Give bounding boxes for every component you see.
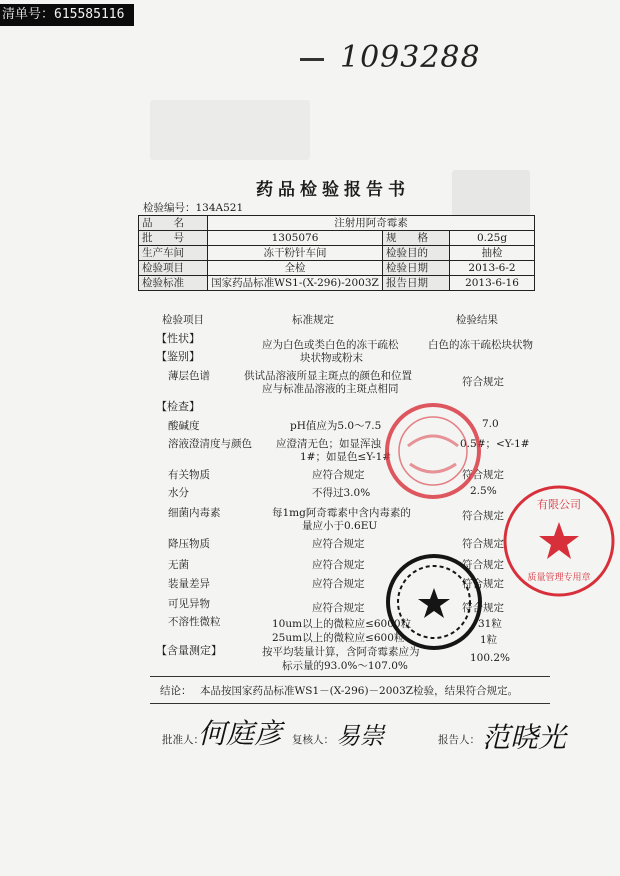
inspection-number: 检验编号：134A521 bbox=[143, 202, 244, 214]
workshop-label: 生产车间 bbox=[139, 246, 208, 261]
assay-result: 100.2% bbox=[470, 652, 511, 664]
product-label: 品 名 bbox=[139, 216, 208, 231]
handwritten-number: 1093288 bbox=[340, 40, 481, 75]
table-row bbox=[139, 261, 535, 276]
depressor-result: 符合规定 bbox=[462, 538, 504, 550]
depressor-std: 应符合规定 bbox=[312, 538, 365, 550]
tlc-result: 符合规定 bbox=[462, 376, 504, 388]
company-seal-sub: 质量管理专用章 bbox=[527, 573, 591, 583]
item-label: 检验项目 bbox=[139, 261, 208, 276]
visible-label: 可见异物 bbox=[168, 598, 210, 610]
workshop-value: 冻干粉针车间 bbox=[208, 246, 383, 261]
clarity-std-1: 应澄清无色；如显浑浊 bbox=[276, 438, 381, 450]
related-label: 有关物质 bbox=[168, 469, 210, 481]
col-result-head: 检验结果 bbox=[456, 314, 498, 326]
visible-std: 应符合规定 bbox=[312, 602, 365, 614]
insoluble-std-2: 25um以上的微粒应≤600粒 bbox=[272, 632, 405, 644]
reporter-label: 报告人： bbox=[438, 734, 480, 746]
insoluble-result-1: 31粒 bbox=[478, 618, 502, 630]
batch-label: 批 号 bbox=[139, 231, 208, 246]
company-seal-text: 有限公司 bbox=[537, 498, 581, 511]
purpose-value: 抽检 bbox=[450, 246, 535, 261]
water-result: 2.5% bbox=[470, 485, 497, 497]
sterility-std: 应符合规定 bbox=[312, 559, 365, 571]
related-result: 符合规定 bbox=[462, 469, 504, 481]
section-character: 【性状】 bbox=[156, 332, 200, 345]
table-row bbox=[139, 276, 535, 291]
serial-number-bar: 清单号：615585116 bbox=[0, 4, 134, 26]
spec-label: 规 格 bbox=[383, 231, 450, 246]
section-identification: 【鉴别】 bbox=[156, 350, 200, 363]
endotoxin-std-2: 量应小于0.6EU bbox=[302, 520, 378, 532]
approver-label: 批准人： bbox=[162, 734, 204, 746]
faint-stamp-mark bbox=[452, 170, 530, 216]
test-date-value: 2013-6-2 bbox=[450, 261, 535, 276]
approver-signature: 何庭彦 bbox=[198, 717, 283, 750]
assay-std-2: 标示量的93.0%～107.0% bbox=[282, 660, 408, 672]
fill-std: 应符合规定 bbox=[312, 578, 365, 590]
fill-result: 符合规定 bbox=[462, 578, 504, 590]
insoluble-label: 不溶性微粒 bbox=[168, 616, 221, 628]
reviewer-signature: 易崇 bbox=[336, 722, 384, 750]
reviewer-label: 复核人： bbox=[292, 734, 334, 746]
tlc-std-2: 应与标准品溶液的主斑点相同 bbox=[262, 383, 399, 395]
table-row bbox=[139, 246, 535, 261]
report-date-value: 2013-6-16 bbox=[450, 276, 535, 291]
item-value: 全检 bbox=[208, 261, 383, 276]
standard-value: 国家药品标准WS1-(X-296)-2003Z bbox=[208, 276, 383, 291]
acidity-result: 7.0 bbox=[482, 418, 499, 430]
water-label: 水分 bbox=[168, 487, 189, 499]
fill-label: 装量差异 bbox=[168, 578, 210, 590]
red-inspection-stamp-icon bbox=[378, 396, 488, 506]
sterility-result: 符合规定 bbox=[462, 559, 504, 571]
character-std-1: 应为白色或类白色的冻干疏松 bbox=[262, 339, 399, 351]
company-seal-icon bbox=[500, 482, 618, 600]
endotoxin-std-1: 每1mg阿奇霉素中含内毒素的 bbox=[272, 507, 411, 519]
col-item-head: 检验项目 bbox=[162, 314, 204, 326]
divider bbox=[150, 703, 550, 704]
character-result: 白色的冻干疏松块状物 bbox=[428, 339, 533, 351]
table-row bbox=[139, 231, 535, 246]
black-inspection-stamp-icon bbox=[384, 552, 484, 652]
clarity-result: 0.5#；<Y-1# bbox=[460, 438, 530, 450]
header-table bbox=[138, 215, 535, 291]
handwritten-dash bbox=[300, 58, 324, 61]
endotoxin-result: 符合规定 bbox=[462, 510, 504, 522]
test-date-label: 检验日期 bbox=[383, 261, 450, 276]
endotoxin-label: 细菌内毒素 bbox=[168, 507, 221, 519]
tlc-label: 薄层色谱 bbox=[168, 370, 210, 382]
reporter-signature: 范晓光 bbox=[482, 721, 567, 754]
product-value: 注射用阿奇霉素 bbox=[208, 216, 535, 231]
acidity-label: 酸碱度 bbox=[168, 420, 200, 432]
conclusion-label: 结论： bbox=[160, 685, 192, 697]
visible-result: 符合规定 bbox=[462, 602, 504, 614]
water-std: 不得过3.0% bbox=[312, 487, 371, 499]
batch-value: 1305076 bbox=[208, 231, 383, 246]
divider bbox=[150, 676, 550, 677]
report-date-label: 报告日期 bbox=[383, 276, 450, 291]
insoluble-result-2: 1粒 bbox=[480, 634, 498, 646]
table-row bbox=[139, 216, 535, 231]
clarity-std-2: 1#；如显色≤Y-1# bbox=[300, 451, 392, 463]
page-title: 药品检验报告书 bbox=[256, 180, 410, 200]
conclusion-text: 本品按国家药品标准WS1－(X-296)－2003Z检验，结果符合规定。 bbox=[200, 685, 519, 697]
sterility-label: 无菌 bbox=[168, 559, 189, 571]
related-std: 应符合规定 bbox=[312, 469, 365, 481]
insoluble-std-1: 10um以上的微粒应≤6000粒 bbox=[272, 618, 412, 630]
col-standard-head: 标准规定 bbox=[292, 314, 334, 326]
clarity-label: 溶液澄清度与颜色 bbox=[168, 438, 252, 450]
tlc-std-1: 供试品溶液所显主斑点的颜色和位置 bbox=[244, 370, 412, 382]
character-std-2: 块状物或粉末 bbox=[300, 352, 363, 364]
section-assay: 【含量测定】 bbox=[156, 644, 222, 657]
purpose-label: 检验目的 bbox=[383, 246, 450, 261]
depressor-label: 降压物质 bbox=[168, 538, 210, 550]
scan-smudge bbox=[150, 100, 310, 160]
section-inspection: 【检查】 bbox=[156, 400, 200, 413]
assay-std-1: 按平均装量计算，含阿奇霉素应为 bbox=[262, 646, 420, 658]
standard-label: 检验标准 bbox=[139, 276, 208, 291]
acidity-std: pH值应为5.0～7.5 bbox=[290, 420, 382, 432]
spec-value: 0.25g bbox=[450, 231, 535, 246]
